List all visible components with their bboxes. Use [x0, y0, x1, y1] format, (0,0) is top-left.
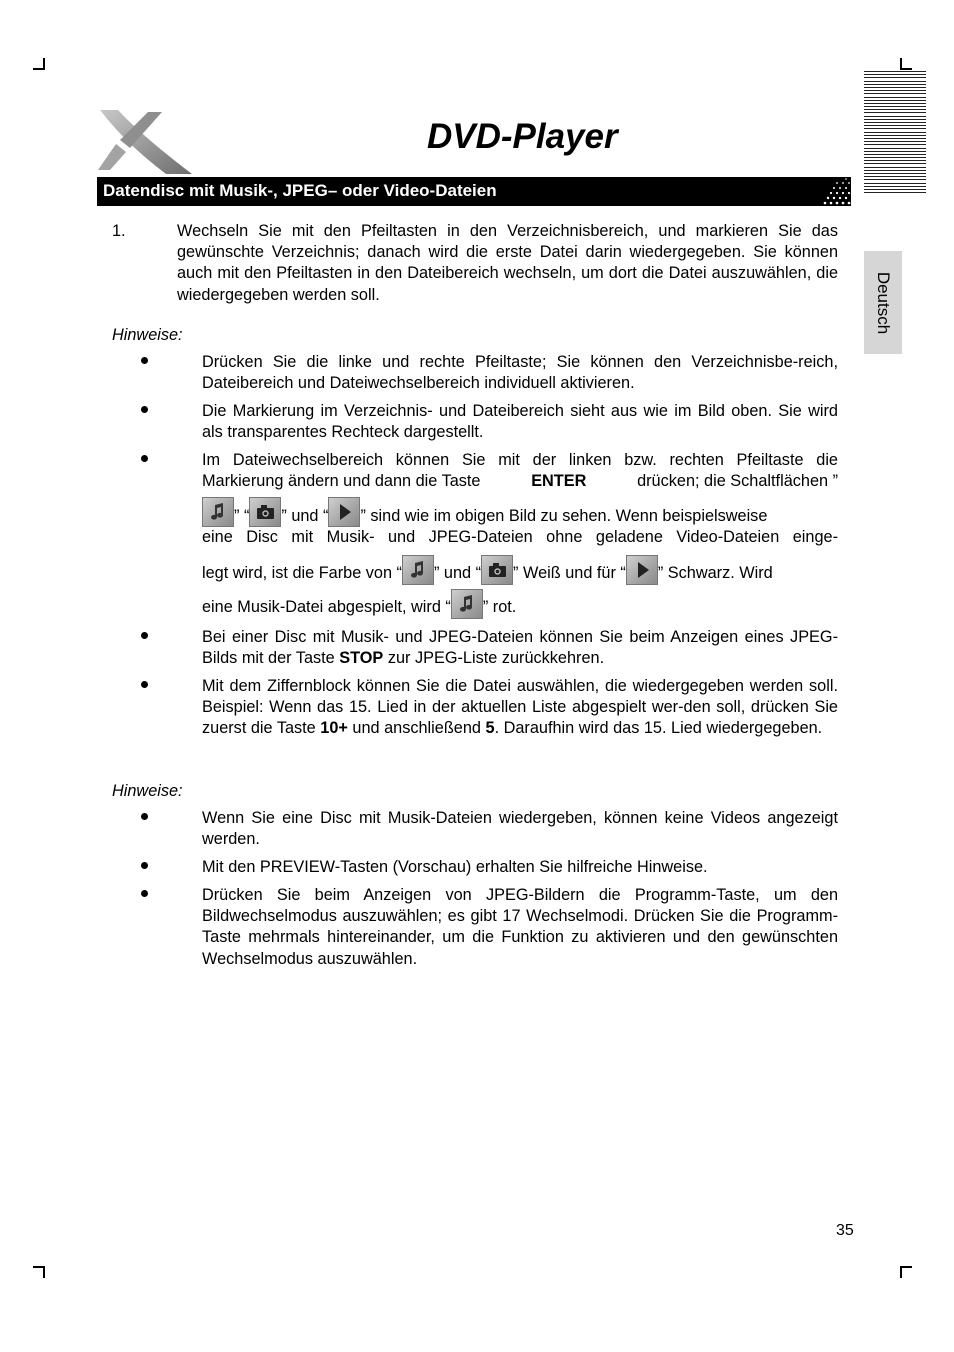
key-5-label: 5 — [485, 719, 495, 738]
notes-heading: Hinweise: — [112, 326, 183, 344]
brand-logo-icon — [96, 108, 192, 176]
note-fragment: legt wird, ist die Farbe von “ — [202, 564, 402, 583]
note-fragment: ” Weiß und für “ — [513, 564, 626, 583]
bullet — [141, 862, 148, 869]
note-line: eine Disc mit Musik- und JPEG-Dateien ohne geladene Video-Dateien einge- — [202, 528, 838, 547]
notes-heading: Hinweise: — [112, 782, 183, 800]
bullet — [141, 813, 148, 820]
note-fragment: ” Schwarz. Wird — [657, 564, 773, 583]
language-tab-label: Deutsch — [874, 271, 893, 334]
note-fragment: ” und “ — [433, 564, 482, 583]
bullet — [141, 681, 148, 688]
note-text-with-icons — [202, 450, 838, 619]
key-stop-label: STOP — [339, 649, 384, 668]
play-icon — [626, 555, 658, 585]
note-text: Mit den PREVIEW-Tasten (Vorschau) erhalten Sie hilfreiche Hinweise. — [202, 858, 708, 876]
note-line — [202, 555, 838, 585]
page-title: DVD-Player — [427, 117, 618, 156]
section-heading-bar — [97, 177, 851, 206]
note-line — [202, 471, 838, 492]
bullet — [141, 406, 148, 413]
play-icon — [328, 497, 360, 527]
key-enter-label: ENTER — [531, 472, 587, 491]
note-fragment-group — [202, 555, 773, 585]
note-text: Wenn Sie eine Disc mit Musik-Dateien wiedergeben, können keine Videos angezeigt werden. — [202, 809, 838, 849]
note-fragment: Mit dem Ziffernblock können Sie die Datei auswählen, die wiedergegeben werden soll. Beispiel: Wenn das 15. Lied in der aktuellen Liste abgespielt wer-den soll, drücken Sie zuerst die Taste — [202, 677, 838, 738]
music-note-icon — [402, 555, 434, 585]
note-fragment: . Daraufhin wird das 15. Lied wiedergegeben. — [494, 719, 823, 738]
note-fragment: ” rot. — [482, 598, 517, 617]
note-line: Im Dateiwechselbereich können Sie mit der linken bzw. rechten Pfeiltaste die — [202, 451, 838, 469]
music-note-icon — [451, 589, 483, 619]
bullet — [141, 455, 148, 462]
section-title: Datendisc mit Musik-, JPEG– oder Video-Dateien — [103, 181, 497, 200]
note-fragment: eine Musik-Datei abgespielt, wird “ — [202, 598, 451, 617]
note-fragment: ” “ — [234, 507, 250, 526]
note-fragment: Bei einer Disc mit Musik- und JPEG-Dateien können Sie beim Anzeigen eines JPEG-Bilds mit der Taste — [202, 628, 838, 668]
bullet — [141, 632, 148, 639]
photo-icon — [249, 497, 281, 527]
photo-icon — [481, 555, 513, 585]
step-number: 1. — [112, 222, 126, 240]
key-10plus-label: 10+ — [320, 719, 348, 738]
note-text — [202, 676, 838, 740]
note-fragment: zur JPEG-Liste zurückkehren. — [387, 649, 605, 668]
bullet — [141, 890, 148, 897]
note-fragment: Markierung ändern und dann die Taste — [202, 472, 481, 491]
note-text — [202, 627, 838, 669]
note-line — [202, 497, 838, 527]
note-text: Drücken Sie beim Anzeigen von JPEG-Bildern die Programm-Taste, um den Bildwechselmodus auszuwählen; es gibt 17 Wechselmodi. Drücken Sie die Programm-Taste mehrmals hintereinander, um die Funktion zu aktivieren und den gewünschten Wechselmodus auszuwählen. — [202, 886, 838, 968]
note-line — [202, 589, 838, 619]
note-text: Die Markierung im Verzeichnis- und Dateibereich sieht aus wie im Bild oben. Sie wird als transparentes Rechteck dargestellt. — [202, 402, 838, 442]
step-text: Wechseln Sie mit den Pfeiltasten in den Verzeichnisbereich, und markieren Sie das gewünschte Verzeichnis; danach wird die erste Datei darin wiedergegeben. Sie können auch mit den Pfeiltasten in den Dateibereich wechseln, um dort die Datei auszuwählen, die wiedergegeben werden soll. — [177, 222, 838, 304]
bullet — [141, 357, 148, 364]
halftone-pattern-icon — [811, 177, 851, 206]
page-number: 35 — [836, 1222, 854, 1239]
note-fragment: ” und “ — [281, 507, 329, 526]
decorative-stripes — [864, 71, 926, 199]
note-text: Drücken Sie die linke und rechte Pfeiltaste; Sie können den Verzeichnisbe-reich, Dateibereich und Dateiwechselbereich individuell aktivieren. — [202, 353, 838, 393]
note-fragment: ” sind wie im obigen Bild zu sehen. Wenn beispielsweise — [360, 507, 768, 526]
note-fragment: drücken; die Schaltflächen ” — [637, 472, 838, 491]
language-tab — [864, 251, 902, 354]
music-note-icon — [202, 497, 234, 527]
note-fragment: und anschließend — [352, 719, 481, 738]
